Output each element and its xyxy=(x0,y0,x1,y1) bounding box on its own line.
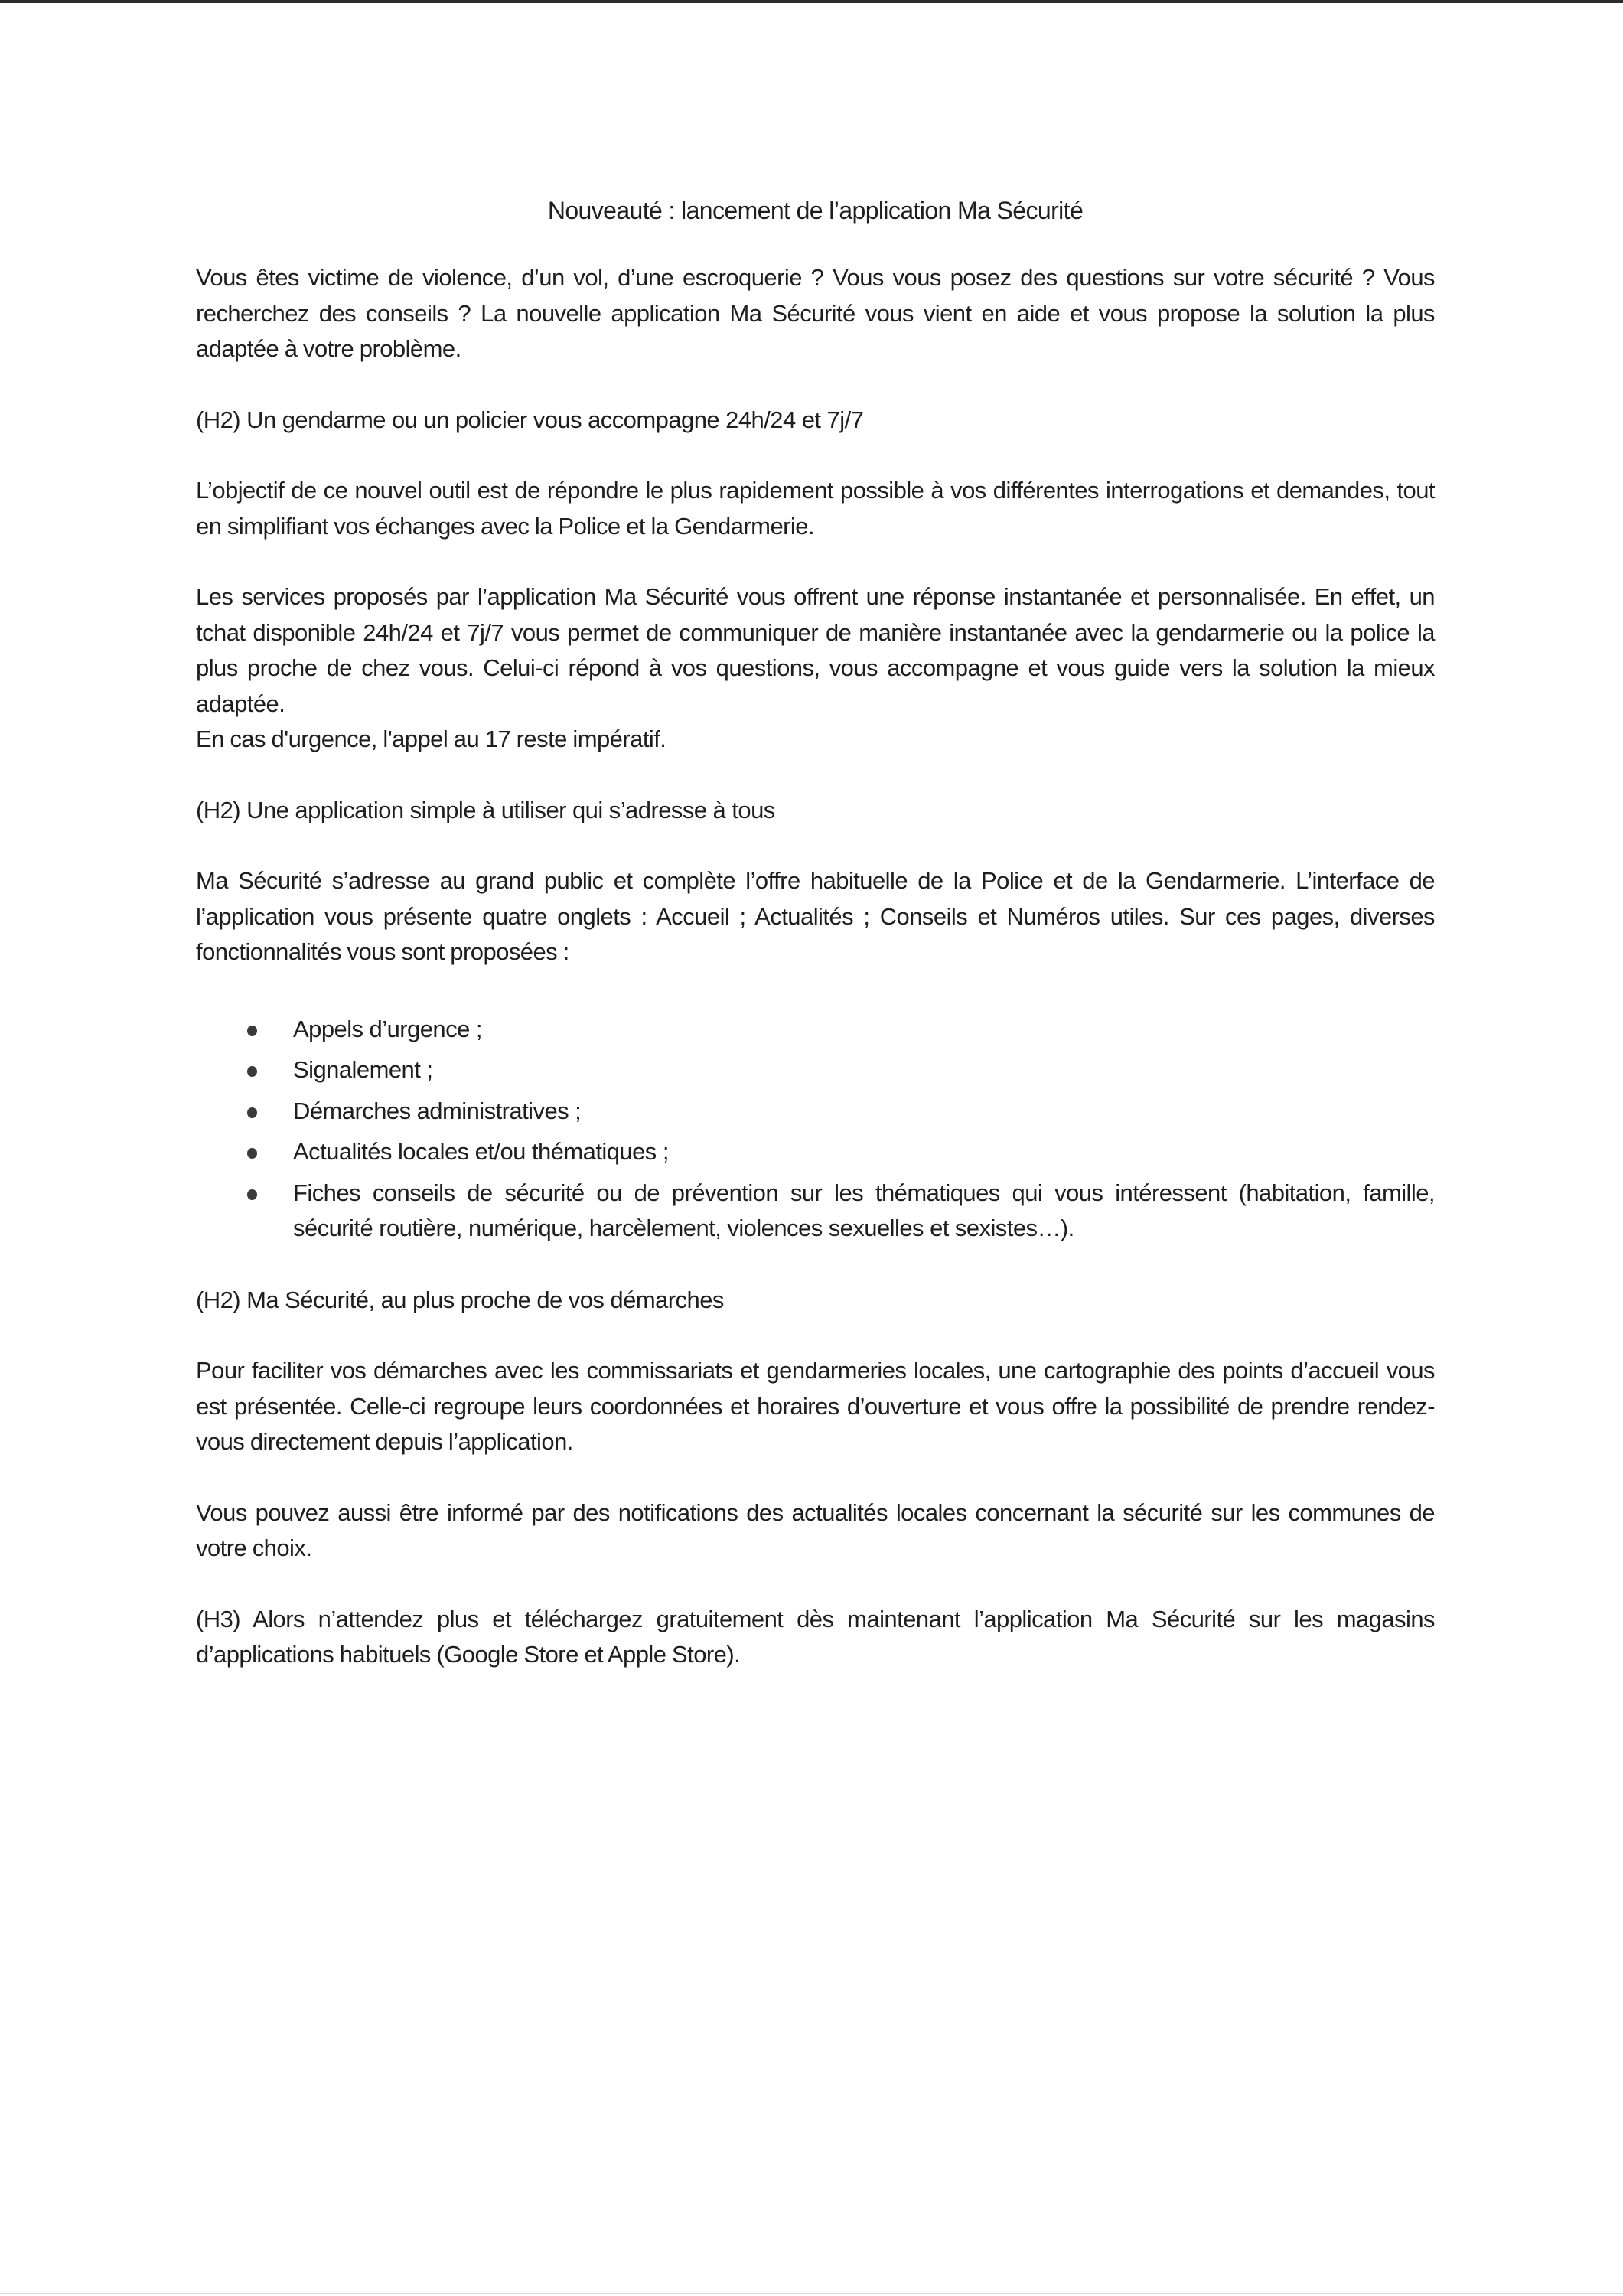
list-item-text: Actualités locales et/ou thématiques ; xyxy=(293,1138,669,1165)
document-page xyxy=(196,193,1435,1673)
paragraph-urgence: En cas d'urgence, l'appel au 17 reste impératif. xyxy=(196,726,666,752)
scan-top-edge xyxy=(0,0,1623,3)
intro-paragraph: Vous êtes victime de violence, d’un vol, d’une escroquerie ? Vous vous posez des questions sur votre sécurité ? Vous recherchez des conseils ? La nouvelle application Ma Sécurité vous vient en aide et vous propose la solution la plus adaptée à votre problème. xyxy=(196,264,1435,362)
paragraph-objectif: L’objectif de ce nouvel outil est de répondre le plus rapidement possible à vos différentes interrogations et demandes, tout en simplifiant vos échanges avec la Police et la Gendarmerie. xyxy=(196,477,1435,540)
spacer xyxy=(196,970,1435,1012)
spacer xyxy=(196,828,1435,863)
paragraph-services: Les services proposés par l’application Ma Sécurité vous offrent une réponse instantanée et personnalisée. En effet, un tchat disponible 24h/24 et 7j/7 vous permet de communiquer de manière instantanée avec la gendarmerie ou la police la plus proche de chez vous. Celui-ci répond à vos questions, vous accompagne et vous guide vers la solution la mieux adaptée. xyxy=(196,583,1435,717)
list-item xyxy=(196,1052,1435,1088)
bullet-icon xyxy=(247,1107,257,1118)
list-item xyxy=(196,1094,1435,1130)
list-item-text: Démarches administratives ; xyxy=(293,1097,582,1124)
bullet-icon xyxy=(247,1189,257,1200)
spacer xyxy=(196,438,1435,473)
section-heading-simple: (H2) Une application simple à utiliser qui s’adresse à tous xyxy=(196,796,775,823)
paragraph-cartographie: Pour faciliter vos démarches avec les commissariats et gendarmeries locales, une cartographie des points d’accueil vous est présentée. Celle-ci regroupe leurs coordonnées et horaires d’ouverture et vous offre la possibilité de prendre rendez-vous directement depuis l’application. xyxy=(196,1357,1435,1455)
list-item-text: Appels d’urgence ; xyxy=(293,1015,482,1042)
section-heading-demarches: (H2) Ma Sécurité, au plus proche de vos démarches xyxy=(196,1286,724,1313)
list-item xyxy=(196,1012,1435,1048)
list-item-text: Fiches conseils de sécurité ou de prévention sur les thématiques qui vous intéressent (habitation, famille, sécurité routière, numérique, harcèlement, violences sexuelles et sexistes…). xyxy=(293,1179,1435,1241)
spacer xyxy=(196,1252,1435,1283)
scan-bottom-edge xyxy=(0,2293,1623,2294)
paragraph-telechargement: (H3) Alors n’attendez plus et téléchargez gratuitement dès maintenant l’application Ma Sécurité sur les magasins d’applications habituels (Google Store et Apple Store). xyxy=(196,1605,1435,1668)
feature-list xyxy=(196,1012,1435,1247)
paragraph-notifications: Vous pouvez aussi être informé par des notifications des actualités locales concernant la sécurité sur les communes de votre choix. xyxy=(196,1499,1435,1561)
list-item xyxy=(196,1176,1435,1247)
spacer xyxy=(196,367,1435,403)
spacer xyxy=(196,1460,1435,1495)
bullet-icon xyxy=(247,1026,257,1036)
list-item-text: Signalement ; xyxy=(293,1056,433,1083)
spacer xyxy=(196,544,1435,579)
bullet-icon xyxy=(247,1148,257,1159)
paragraph-grand-public: Ma Sécurité s’adresse au grand public et complète l’offre habituelle de la Police et de la Gendarmerie. L’interface de l’application vous présente quatre onglets : Accueil ; Actualités ; Conseils et Numéros utiles. Sur ces pages, diverses fonctionnalités vous sont proposées : xyxy=(196,867,1435,965)
spacer xyxy=(196,758,1435,793)
bullet-icon xyxy=(247,1066,257,1077)
document-title: Nouveauté : lancement de l’application Ma Sécurité xyxy=(547,197,1084,224)
list-item xyxy=(196,1134,1435,1170)
spacer xyxy=(196,1567,1435,1602)
section-heading-24h: (H2) Un gendarme ou un policier vous accompagne 24h/24 et 7j/7 xyxy=(196,406,864,433)
spacer xyxy=(196,1318,1435,1353)
